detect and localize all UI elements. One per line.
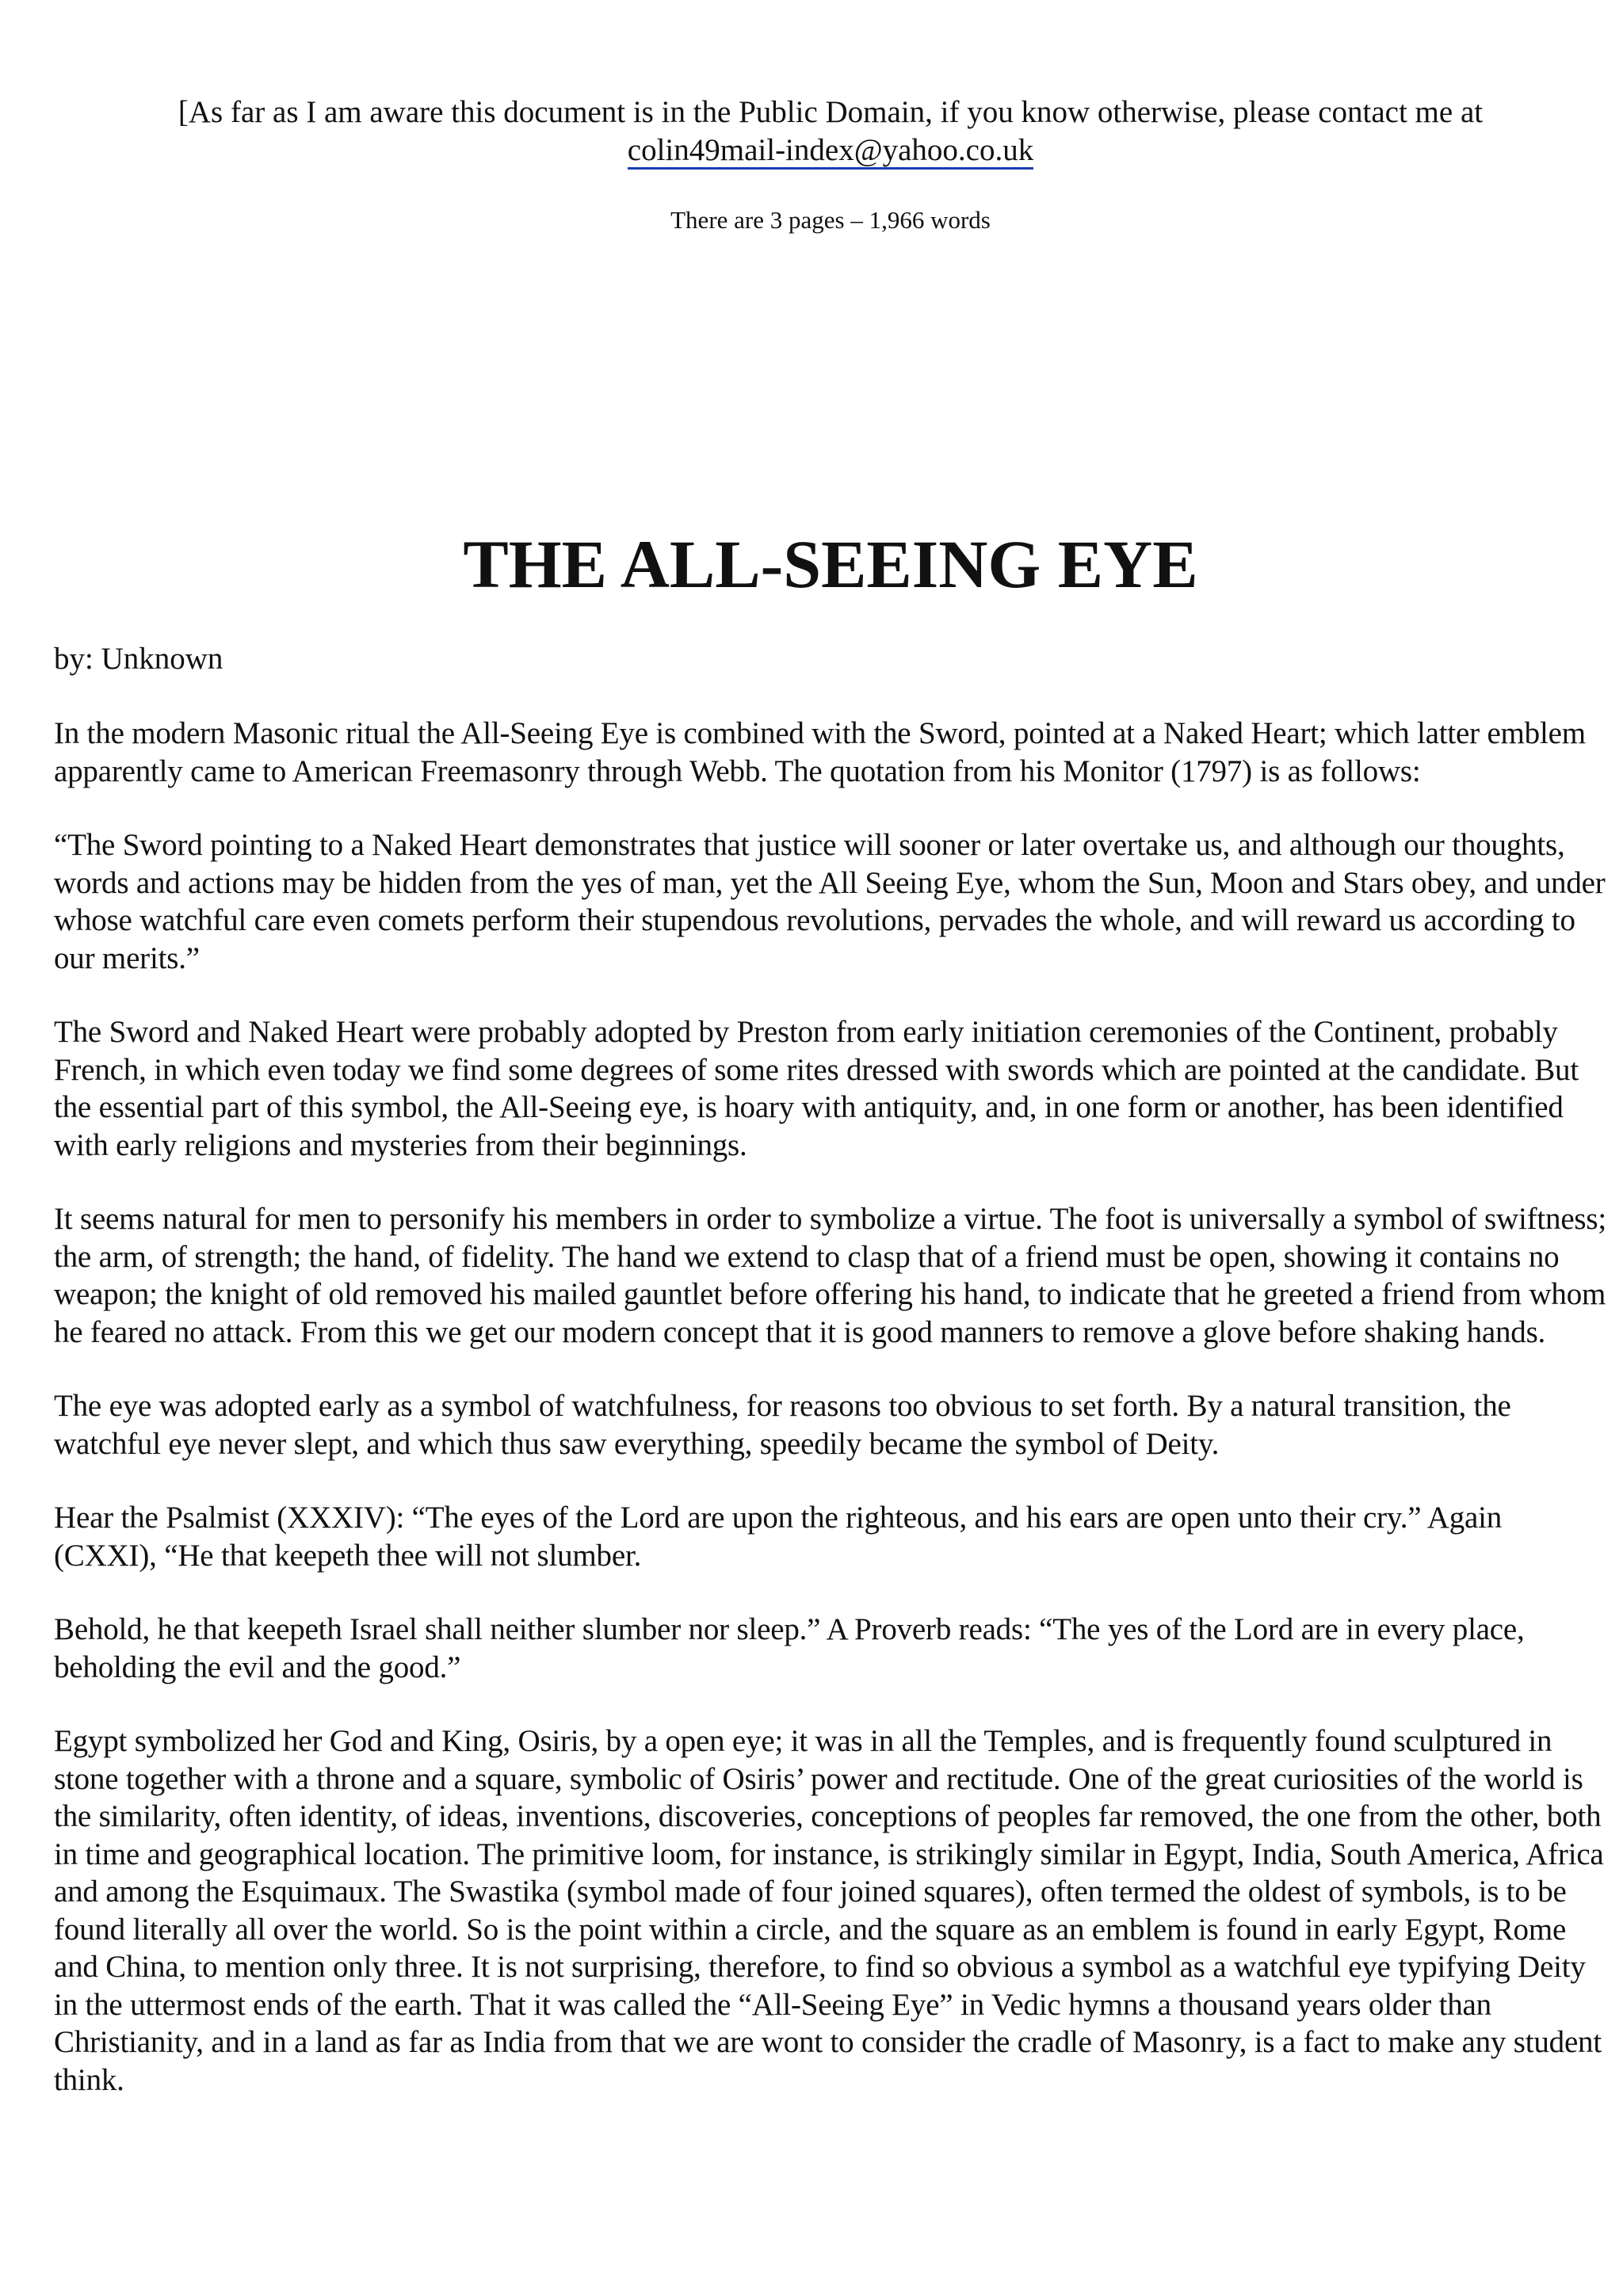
document-title: THE ALL-SEEING EYE (463, 526, 1198, 602)
paragraph-5: The eye was adopted early as a symbol of watchfulness, for reasons too obvious to set forth. By a natural transition, the watchful eye never slept, and which thus saw everything, speedily became the symbol of Deity. (54, 1389, 1511, 1461)
paragraph-7: Behold, he that keepeth Israel shall neither slumber nor sleep.” A Proverb reads: “The yes of the Lord are in every place, beholding the evil and the good.” (54, 1612, 1525, 1684)
paragraph-3: The Sword and Naked Heart were probably adopted by Preston from early initiation ceremonies of the Continent, probably French, in which even today we find some degrees of some rites dressed with swords which are pointed at the candidate. But the essential part of this symbol, the All-Seeing eye, is hoary with antiquity, and, in one form or another, has been identified with early religions and mysteries from their beginnings. (54, 1015, 1579, 1162)
paragraph-8: Egypt symbolized her God and King, Osiris, by a open eye; it was in all the Temples, and is frequently found sculptured in stone together with a throne and a square, symbolic of Osiris’ power and rectitude. One of the great curiosities of the world is the similarity, often identity, of ideas, inventions, discoveries, conceptions of peoples far removed, the one from the other, both in time and geographical location. The primitive loom, for instance, is strikingly similar in Egypt, India, South America, Africa and among the Esquimaux. The Swastika (symbol made of four joined squares), often termed the oldest of symbols, is to be found literally all over the world. So is the point within a circle, and the square as an emblem is found in early Egypt, Rome and China, to mention only three. It is not surprising, therefore, to find so obvious a symbol as a watchful eye typifying Deity in the uttermost ends of the earth. That it was called the “All-Seeing Eye” in Vedic hymns a thousand years older than Christianity, and in a land as far as India from that we are wont to consider the cradle of Masonry, is a fact to make any student think. (54, 1724, 1604, 2097)
document-page (54, 0, 1607, 2296)
paragraph-6: Hear the Psalmist (XXXIV): “The eyes of the Lord are upon the righteous, and his ears are open unto their cry.” Again (CXXI), “He that keepeth thee will not slumber. (54, 1501, 1503, 1573)
paragraph-2: “The Sword pointing to a Naked Heart demonstrates that justice will sooner or later overtake us, and although our thoughts, words and actions may be hidden from the yes of man, yet the All Seeing Eye, whom the Sun, Moon and Stars obey, and under whose watchful care even comets perform their stupendous revolutions, pervades the whole, and will reward us according to our merits.” (54, 828, 1606, 975)
document-body (54, 715, 1607, 2135)
notice-text: [As far as I am aware this document is in the Public Domain, if you know otherwise, please contact me at (178, 95, 1484, 129)
page-word-count: There are 3 pages – 1,966 words (670, 206, 991, 234)
paragraph-4: It seems natural for men to personify his members in order to symbolize a virtue. The foot is universally a symbol of swiftness; the arm, of strength; the hand, of fidelity. The hand we extend to clasp that of a friend must be open, showing it contains no weapon; the knight of old removed his mailed gauntlet before offering his hand, to indicate that he greeted a friend from whom he feared no attack. From this we get our modern concept that it is good manners to remove a glove before shaking hands. (54, 1202, 1607, 1349)
author-byline: by: Unknown (54, 642, 223, 676)
contact-email-link[interactable]: colin49mail-index@yahoo.co.uk (628, 133, 1033, 170)
paragraph-1: In the modern Masonic ritual the All-Seeing Eye is combined with the Sword, pointed at a Naked Heart; which latter emblem apparently came to American Freemasonry through Webb. The quotation from his Monitor (1797) is as follows: (54, 716, 1586, 788)
public-domain-notice (54, 93, 1607, 170)
